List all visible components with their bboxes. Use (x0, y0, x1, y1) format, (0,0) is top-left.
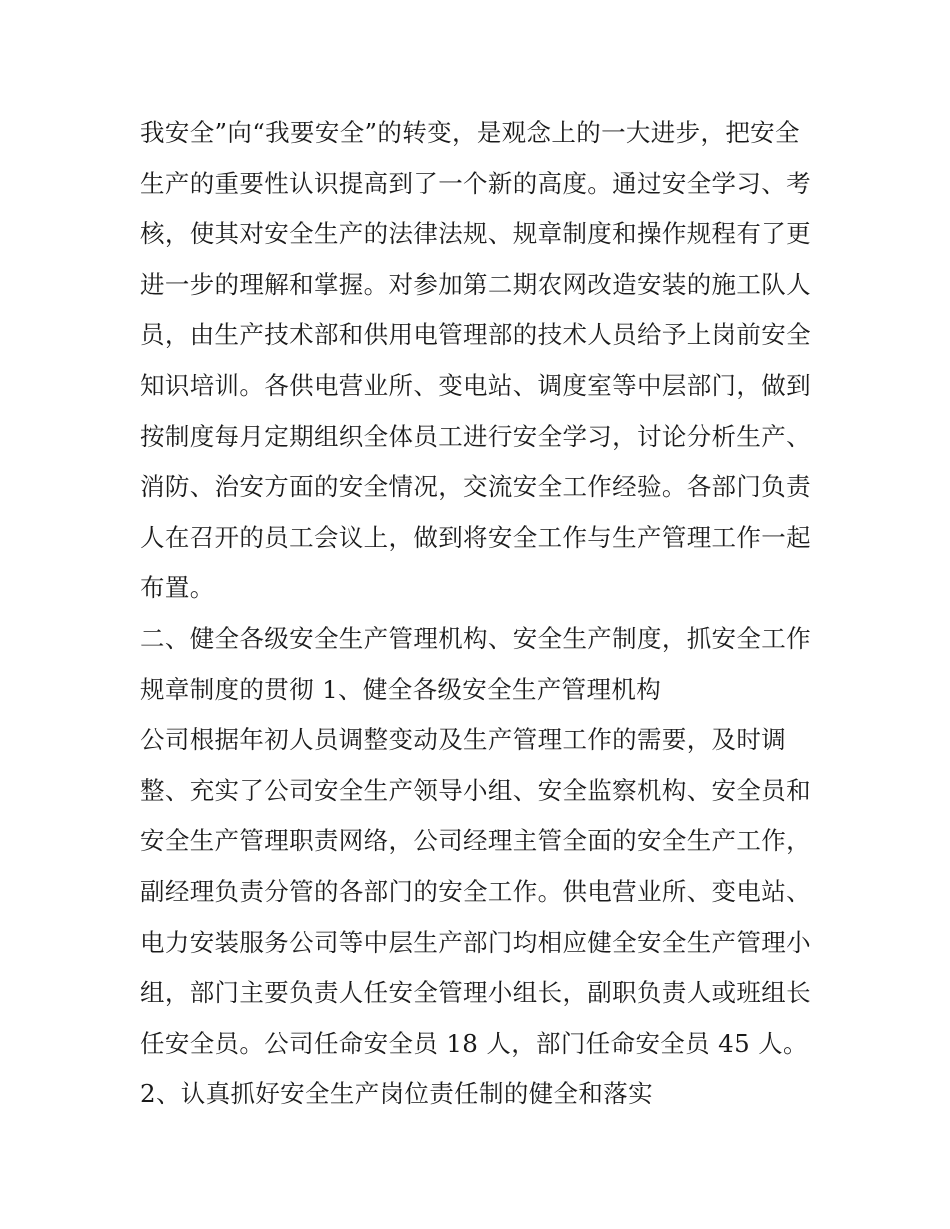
text-line: 生产的重要性认识提高到了一个新的高度。通过安全学习、考 (140, 168, 811, 198)
text-line: 消防、治安方面的安全情况，交流安全工作经验。各部门负责 (140, 472, 811, 502)
text-line: 核，使其对安全生产的法律法规、规章制度和操作规程有了更 (140, 219, 811, 249)
text-line: 组，部门主要负责人任安全管理小组长，副职负责人或班组长 (140, 978, 811, 1008)
section-heading: 二、健全各级安全生产管理机构、安全生产制度，抓安全工作 (140, 623, 811, 653)
text-line: 进一步的理解和掌握。对参加第二期农网改造安装的施工队人 (140, 269, 811, 299)
text-line: 电力安装服务公司等中层生产部门均相应健全安全生产管理小 (140, 927, 811, 957)
text-line: 整、充实了公司安全生产领导小组、安全监察机构、安全员和 (140, 775, 811, 805)
text-line: 公司根据年初人员调整变动及生产管理工作的需要，及时调 (140, 725, 787, 755)
text-line: 布置。 (140, 573, 215, 603)
text-line: 安全生产管理职责网络，公司经理主管全面的安全生产工作， (140, 826, 811, 856)
text-line: 人在召开的员工会议上，做到将安全工作与生产管理工作一起 (140, 522, 811, 552)
text-line: 知识培训。各供电营业所、变电站、调度室等中层部门，做到 (140, 370, 811, 400)
body-text (140, 108, 820, 1120)
text-line: 任安全员。公司任命安全员 18 人，部门任命安全员 45 人。 (140, 1028, 808, 1058)
text-line: 按制度每月定期组织全体员工进行安全学习，讨论分析生产、 (140, 421, 811, 451)
subsection-heading: 2、认真抓好安全生产岗位责任制的健全和落实 (140, 1079, 653, 1109)
text-line: 我安全”向“我要安全”的转变，是观念上的一大进步，把安全 (140, 118, 800, 147)
text-line: 副经理负责分管的各部门的安全工作。供电营业所、变电站、 (140, 876, 811, 906)
text-line: 员，由生产技术部和供用电管理部的技术人员给予上岗前安全 (140, 320, 811, 350)
section-heading: 规章制度的贯彻 1、健全各级安全生产管理机构 (140, 674, 662, 704)
